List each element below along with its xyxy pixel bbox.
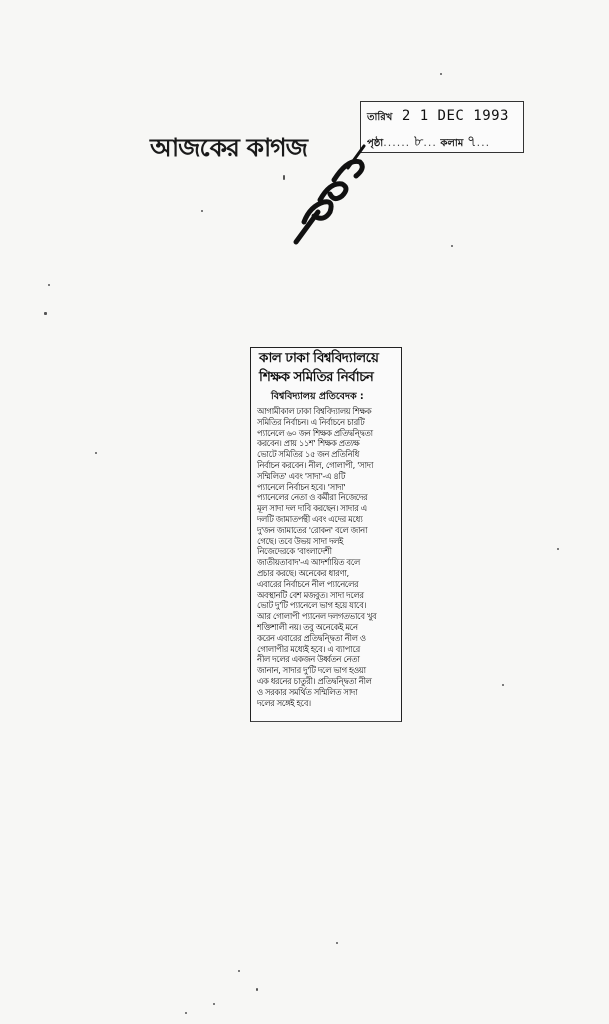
body-line: করেন এবারের প্রতিদ্বন্দ্বিতা নীল ও [257,632,366,643]
archive-stamp [360,101,524,153]
article-byline: বিশ্ববিদ্যালয় প্রতিবেদক : [271,391,364,402]
stamp-page-label: পৃষ্ঠা [367,138,384,149]
scan-speck [44,312,47,315]
scan-speck [451,245,453,247]
body-line: শক্তিশালী নয়। তবু অনেকেই মনে [257,621,358,632]
stamp-column-value: ৭ [466,132,477,150]
body-line: জাতীয়তাবাদ'-এ আদর্শায়িত বলে [257,557,360,568]
stamp-dots-a: ...... [383,136,411,149]
stamp-date-value: 2 1 DEC 1993 [401,108,509,124]
scan-speck [557,548,559,550]
body-line: আর গোলাপী প্যানেল দলগতভাবে খুব [257,611,377,622]
article-headline-line1: কাল ঢাকা বিশ্ববিদ্যালয়ে [259,350,379,366]
stamp-column-label: কলাম [440,138,464,149]
newspaper-masthead: আজকের কাগজ [150,133,308,162]
stamp-date-row [367,108,509,127]
scan-speck [213,1003,215,1005]
body-line: জানান, সাদার দু'টি দলে ভাগ হওয়া [257,665,366,676]
news-clipping [250,347,402,722]
body-line: সম্মিলিত' এবং 'সাদা'-এ ৪টি [257,470,345,481]
scan-speck [238,970,240,972]
body-line: করবেন। প্রায় ১১শ' শিক্ষক প্রত্যক্ষ [257,438,360,449]
body-line: নীল দলের একজন উর্ধ্বতন নেতা [257,654,360,665]
article-body [257,406,399,708]
scan-speck [256,988,258,991]
article-headline-line2: শিক্ষক সমিতির নির্বাচন [259,369,374,385]
body-line: প্যানেলের নেতা ও কর্মীরা নিজেদের [257,492,368,503]
scan-speck [440,73,442,75]
stamp-page-row [367,130,490,155]
scan-speck [201,210,203,212]
body-line: প্যানেলে ৬০ জন শিক্ষক প্রতিদ্বন্দ্বিতা [257,427,373,438]
body-line: নির্বাচন করবেন। নীল, গোলাপী, 'সাদা [257,459,374,470]
scan-speck [185,1012,187,1014]
scan-speck [336,942,338,944]
stamp-dots-b: ... [423,136,437,149]
body-line: প্যানেলে নির্বাচন হবে। 'সাদা' [257,481,346,492]
body-line: প্রচার করছে। অনেকের ধারণা, [257,567,349,578]
body-line: আগামীকাল ঢাকা বিশ্ববিদ্যালয় শিক্ষক [257,406,372,416]
stamp-date-label: তারিখ [367,112,393,123]
body-line: ভোটে সমিতির ১৫ জন প্রতিনিধি [257,449,359,460]
body-line: এক ধরনের চাতুরী। প্রতিদ্বন্দ্বিতা নীল [257,675,372,686]
body-line: নিজেদেরকে 'বাংলাদেশী [257,546,332,557]
body-line: দু'জন জামাতের 'রোকন' বলে জানা [257,524,368,535]
body-line: দলটি জামাতপন্থী এবং এদের মধ্যে [257,513,363,524]
scan-speck [283,175,285,180]
scan-speck [95,452,97,454]
body-line: গোলাপীর মধ্যেই হবে। এ ব্যাপারে [257,643,360,654]
stamp-page-value: ৮ [413,132,424,150]
handwritten-number-mark [290,140,370,250]
body-line: সমিতির নির্বাচন। এ নির্বাচনে চারটি [257,416,365,427]
body-line: মূল সাদা দল দাবি করছেন। সাদার এ [257,503,367,514]
body-line: দলের সঙ্গেই হবে। [257,697,311,708]
scan-speck [48,284,50,286]
body-line: এবারের নির্বাচনে নীল প্যানেলের [257,578,359,589]
scan-speck [502,684,504,686]
body-line: অবস্থানটি বেশ মজবুত। সাদা দলের [257,589,364,600]
stamp-dots-c: ... [476,136,491,149]
body-line: গেছে। তবে উভয় সাদা দলই [257,535,343,546]
body-line: ভোট দু'টি প্যানেলে ভাগ হয়ে যাবে। [257,600,367,611]
body-line: ও সরকার সমর্থিত সম্মিলিত সাদা [257,686,358,697]
